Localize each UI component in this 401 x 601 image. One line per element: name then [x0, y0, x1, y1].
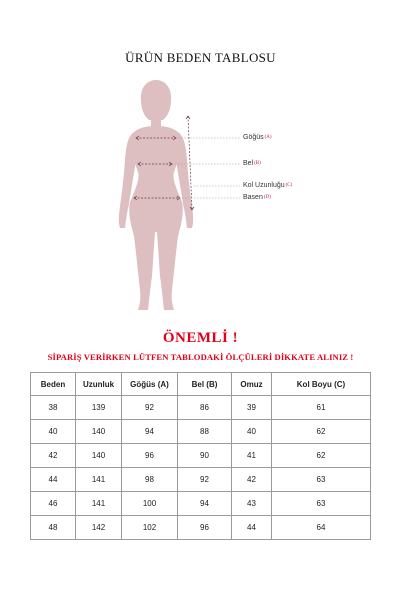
measurement-code-chest: (A) [264, 135, 272, 140]
table-cell: 46 [31, 492, 76, 516]
table-cell: 38 [31, 396, 76, 420]
column-header-waist: Bel (B) [178, 373, 232, 396]
table-cell: 63 [272, 492, 371, 516]
table-cell: 40 [31, 420, 76, 444]
size-table-header-row [31, 373, 371, 396]
table-cell: 61 [272, 396, 371, 420]
table-row [31, 492, 371, 516]
column-header-shoulder: Omuz [232, 373, 272, 396]
table-cell: 42 [31, 444, 76, 468]
table-cell: 141 [76, 468, 122, 492]
table-row [31, 420, 371, 444]
body-figure [100, 76, 300, 320]
table-cell: 100 [122, 492, 178, 516]
column-header-length: Uzunluk [76, 373, 122, 396]
measurement-code-waist: (B) [254, 161, 261, 166]
table-row [31, 468, 371, 492]
table-cell: 86 [178, 396, 232, 420]
measurement-code-arm-length: (C) [285, 183, 293, 188]
table-cell: 140 [76, 444, 122, 468]
size-table [30, 372, 371, 540]
measurement-label-hip: Basen(D) [243, 194, 271, 201]
table-cell: 42 [232, 468, 272, 492]
page-title: ÜRÜN BEDEN TABLOSU [125, 50, 276, 65]
table-cell: 92 [122, 396, 178, 420]
table-cell: 102 [122, 516, 178, 540]
measurement-label-chest: Göğüs(A) [243, 134, 272, 141]
table-cell: 88 [178, 420, 232, 444]
table-cell: 90 [178, 444, 232, 468]
column-header-chest: Göğüs (A) [122, 373, 178, 396]
table-cell: 140 [76, 420, 122, 444]
table-cell: 41 [232, 444, 272, 468]
order-warning: SİPARİŞ VERİRKEN LÜTFEN TABLODAKİ ÖLÇÜLERİ DİKKATE ALINIZ ! [47, 352, 354, 362]
measurement-code-hip: (D) [263, 195, 271, 200]
table-cell: 142 [76, 516, 122, 540]
table-cell: 39 [232, 396, 272, 420]
table-cell: 96 [122, 444, 178, 468]
table-cell: 98 [122, 468, 178, 492]
table-cell: 48 [31, 516, 76, 540]
table-cell: 43 [232, 492, 272, 516]
table-cell: 64 [272, 516, 371, 540]
measurement-label-waist: Bel(B) [243, 160, 261, 167]
table-cell: 63 [272, 468, 371, 492]
table-cell: 44 [232, 516, 272, 540]
table-row [31, 444, 371, 468]
table-cell: 139 [76, 396, 122, 420]
important-heading: ÖNEMLİ ! [162, 330, 239, 346]
table-cell: 92 [178, 468, 232, 492]
table-cell: 94 [122, 420, 178, 444]
measurement-label-arm-length: Kol Uzunluğu(C) [243, 182, 293, 189]
table-cell: 40 [232, 420, 272, 444]
table-cell: 44 [31, 468, 76, 492]
table-row [31, 516, 371, 540]
table-cell: 94 [178, 492, 232, 516]
table-cell: 96 [178, 516, 232, 540]
table-cell: 141 [76, 492, 122, 516]
column-header-sleeve: Kol Boyu (C) [272, 373, 371, 396]
table-row [31, 396, 371, 420]
table-cell: 62 [272, 444, 371, 468]
table-cell: 62 [272, 420, 371, 444]
column-header-size: Beden [31, 373, 76, 396]
